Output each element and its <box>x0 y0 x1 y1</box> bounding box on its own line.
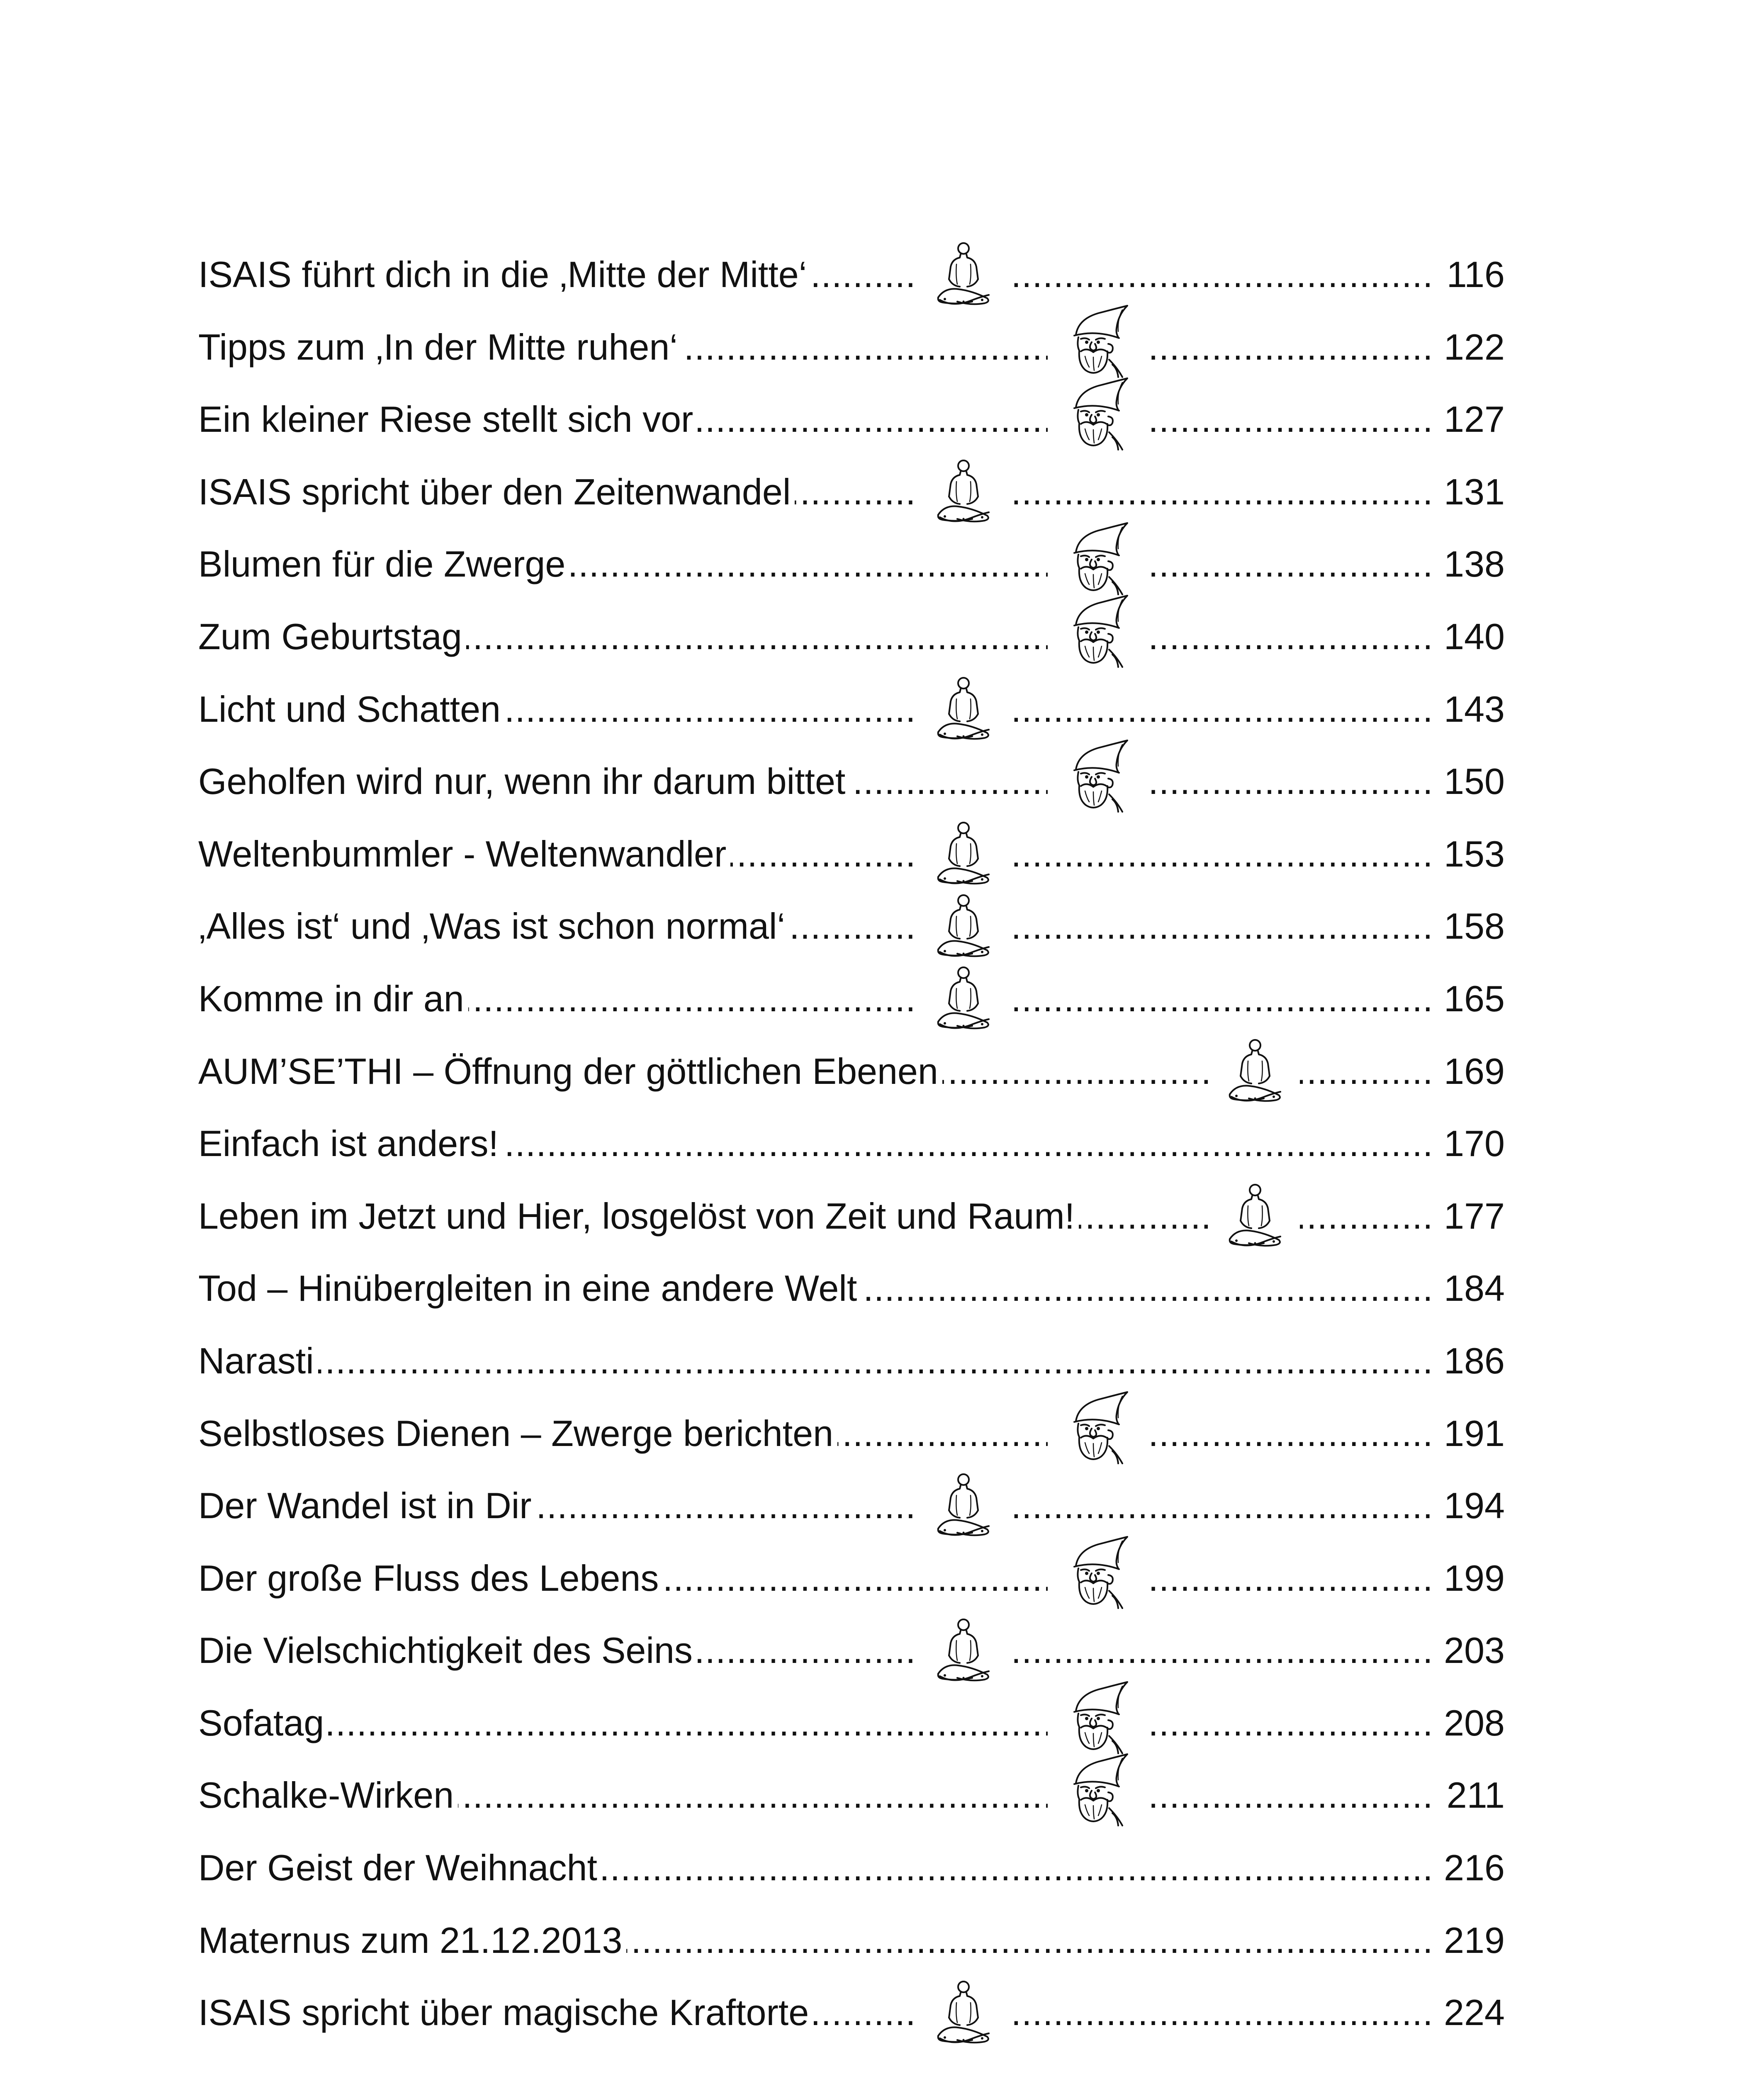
gnome-icon <box>1048 1542 1147 1615</box>
dot-leader <box>198 1325 1430 1397</box>
toc-entry-title: Tod – Hinübergleiten in eine andere Welt <box>198 1252 861 1325</box>
toc-entry-page-number: 211 <box>1443 1759 1505 1832</box>
toc-entry <box>198 1687 1505 1760</box>
toc-entry-page-number: 194 <box>1440 1470 1505 1542</box>
toc-entry <box>198 1904 1505 1977</box>
toc-entry <box>198 1325 1505 1397</box>
toc-entry-title: Sofatag <box>198 1687 328 1760</box>
gnome-icon <box>1048 1397 1147 1470</box>
toc-entry <box>198 1180 1505 1253</box>
dot-leader <box>198 1687 1430 1760</box>
toc-entry-page-number: 165 <box>1440 963 1505 1035</box>
toc-entry <box>198 745 1505 818</box>
meditator-icon <box>919 1614 1008 1687</box>
toc-entry <box>198 528 1505 601</box>
toc-entry-page-number: 158 <box>1440 890 1505 963</box>
toc-entry-page-number: 191 <box>1440 1397 1505 1470</box>
toc-entry-title: ISAIS spricht über magische Kraftorte <box>198 1977 813 2049</box>
toc-entry-title: Zum Geburtstag <box>198 601 466 673</box>
toc-entry <box>198 673 1505 746</box>
gnome-icon <box>1048 1759 1147 1832</box>
toc-entry-title: Die Vielschichtigkeit des Seins <box>198 1614 697 1687</box>
toc-entry-page-number: 186 <box>1440 1325 1505 1397</box>
toc-entry-page-number: 143 <box>1440 673 1505 746</box>
toc-entry <box>198 1108 1505 1180</box>
toc-entry-page-number: 208 <box>1440 1687 1505 1760</box>
toc-entry-title: Einfach ist anders! <box>198 1108 503 1180</box>
toc-entry <box>198 383 1505 456</box>
toc-entry-page-number: 131 <box>1440 456 1505 528</box>
toc-entry-title: Der große Fluss des Lebens <box>198 1542 663 1615</box>
toc-entry-title: AUM’SE’THI – Öffnung der göttlichen Ebenen <box>198 1035 942 1108</box>
toc-entry-title: Komme in dir an <box>198 963 468 1035</box>
toc-entry-page-number: 140 <box>1440 601 1505 673</box>
toc-entry <box>198 890 1505 963</box>
toc-entry <box>198 1252 1505 1325</box>
toc-entry-page-number: 177 <box>1440 1180 1505 1253</box>
toc-entry-title: Der Geist der Weihnacht <box>198 1832 601 1904</box>
toc-entry-title: ISAIS führt dich in die ‚Mitte der Mitte‘ <box>198 239 811 311</box>
meditator-icon <box>919 963 1008 1035</box>
toc-entry <box>198 1614 1505 1687</box>
toc-entry <box>198 1397 1505 1470</box>
toc-entry <box>198 963 1505 1035</box>
toc-entry <box>198 1759 1505 1832</box>
toc-entry-page-number: 138 <box>1440 528 1505 601</box>
meditator-icon <box>1210 1180 1300 1253</box>
toc-entry-page-number: 170 <box>1440 1108 1505 1180</box>
toc-entry-page-number: 150 <box>1440 745 1505 818</box>
toc-entry <box>198 456 1505 528</box>
toc-entry <box>198 1035 1505 1108</box>
gnome-icon <box>1048 745 1147 818</box>
meditator-icon <box>919 673 1008 746</box>
toc-entry-page-number: 203 <box>1440 1614 1505 1687</box>
toc-entry <box>198 818 1505 891</box>
meditator-icon <box>919 456 1008 528</box>
toc-entry-title: Der Wandel ist in Dir <box>198 1470 536 1542</box>
meditator-icon <box>1210 1035 1300 1108</box>
toc-entry-page-number: 216 <box>1440 1832 1505 1904</box>
meditator-icon <box>919 1470 1008 1542</box>
toc-entry <box>198 311 1505 384</box>
toc-entry-title: ‚Alles ist‘ und ‚Was ist schon normal‘ <box>198 890 789 963</box>
toc-entry-title: Selbstloses Dienen – Zwerge berichten <box>198 1397 837 1470</box>
meditator-icon <box>919 818 1008 891</box>
gnome-icon <box>1048 528 1147 601</box>
toc-entry-title: Blumen für die Zwerge <box>198 528 569 601</box>
toc-entry-page-number: 184 <box>1440 1252 1505 1325</box>
toc-entry <box>198 239 1505 311</box>
toc-entry-page-number: 122 <box>1440 311 1505 384</box>
toc-entry <box>198 1542 1505 1615</box>
toc-entry-title: Weltenbummler - Weltenwandler <box>198 818 730 891</box>
toc-entry-title: Licht und Schatten <box>198 673 505 746</box>
toc-entry-title: Leben im Jetzt und Hier, losgelöst von Zeit und Raum! <box>198 1180 1079 1253</box>
toc-entry-page-number: 169 <box>1440 1035 1505 1108</box>
gnome-icon <box>1048 383 1147 456</box>
gnome-icon <box>1048 601 1147 673</box>
meditator-icon <box>919 890 1008 963</box>
gnome-icon <box>1048 1687 1147 1760</box>
toc-entry-title: Tipps zum ‚In der Mitte ruhen‘ <box>198 311 682 384</box>
toc-entry <box>198 1977 1505 2049</box>
toc-entry-title: Narasti <box>198 1325 318 1397</box>
toc-entry <box>198 1470 1505 1542</box>
gnome-icon <box>1048 311 1147 384</box>
toc-entry-title: Maternus zum 21.12.2013 <box>198 1904 626 1977</box>
toc-entry-page-number: 153 <box>1440 818 1505 891</box>
toc-entry-page-number: 219 <box>1440 1904 1505 1977</box>
toc-entry-page-number: 127 <box>1440 383 1505 456</box>
toc-entry-title: Geholfen wird nur, wenn ihr darum bittet <box>198 745 849 818</box>
toc-entry-page-number: 199 <box>1440 1542 1505 1615</box>
meditator-icon <box>919 239 1008 311</box>
meditator-icon <box>919 1977 1008 2049</box>
toc-entry-page-number: 116 <box>1443 239 1505 311</box>
toc-entry-title: Schalke-Wirken <box>198 1759 458 1832</box>
toc-entry <box>198 1832 1505 1904</box>
table-of-contents <box>198 239 1505 2049</box>
toc-entry-page-number: 224 <box>1440 1977 1505 2049</box>
toc-entry <box>198 601 1505 673</box>
toc-entry-title: Ein kleiner Riese stellt sich vor <box>198 383 697 456</box>
toc-entry-title: ISAIS spricht über den Zeitenwandel <box>198 456 795 528</box>
